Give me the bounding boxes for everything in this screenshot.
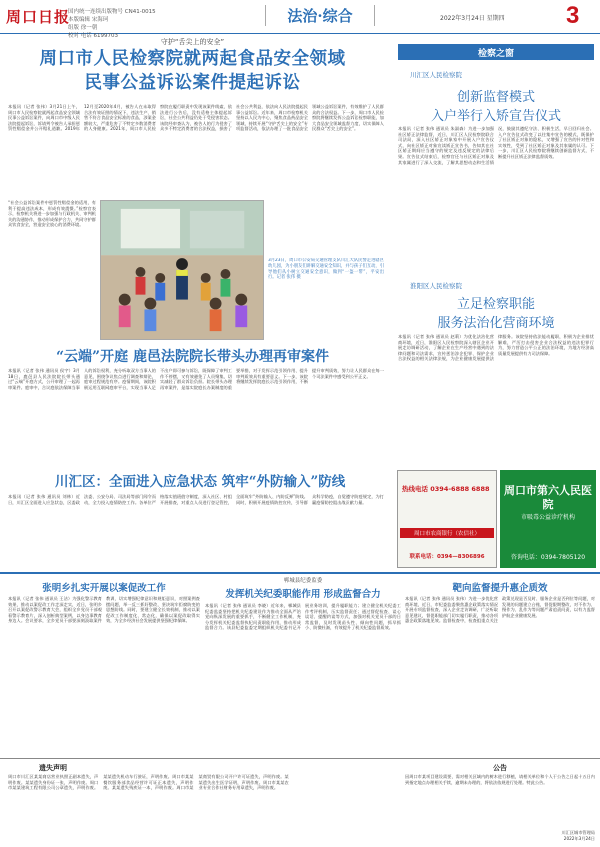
hospital-ad-name: 周口市第六人民医院 bbox=[504, 484, 592, 511]
public-notice-body: 因周口市某项目建设需要，需对相关区域内的树木进行移植，请相关单位和个人于公告之日起十五日内到指定地点办理相关手续，逾期未办理的，将依法依规进行处理。特此公告。 bbox=[405, 774, 595, 785]
photo-caption: 3月23日，周口市公安局交通管理支队川汇大队民警走进辖区幼儿园，为小朋友们讲解交通安全知识，并与孩子们互动，引导他们从小树立交通安全意识，做到“一盔一带”，平安出行。记者 张伟 摄 bbox=[268, 258, 384, 281]
story1-kicker: 川汇区人民检察院 bbox=[410, 71, 462, 79]
hospital-ad-subtitle: 市吸毒公益诊疗机构 bbox=[520, 514, 575, 521]
story2-headline-line2: 服务法治化营商环境 bbox=[437, 316, 555, 331]
story2-headline-line1: 立足检察职能 bbox=[456, 297, 535, 312]
bank-ad-name: 周口市农商银行（农信社） bbox=[400, 528, 494, 538]
story2-kicker: 淮阳区人民检察院 bbox=[410, 282, 462, 290]
public-notice-date: 2022年3月24日 bbox=[563, 836, 595, 841]
epidemic-headline: 川汇区：全面进入应急状态 筑牢“外防输入”防线 bbox=[55, 474, 346, 490]
lead-article-body: 本报讯（记者 张伟）3月21日上午，周口市人民检察院就两起食品安全领域民事公益诉讼案件，向周口市中级人民法院提起诉讼，诉请判令被告人承担惩罚性赔偿金并公开赔礼道歉。2019年12月至2020年4月，被告人在未取得合法有效证照的情况下，违法生产、销售不符合食品安全标准的食品，涉案金额较大，严重危害了不特定多数消费者的人身健康。2021年，周口市人民检察院在履行职责中发现该案件线索，依法进行公告后，没有适格主体提起诉讼，社会公共利益仍处于受侵害状态。该院经审查认为，被告人的行为侵害了众多不特定消费者的合法权益，损害了社会公共利益，依法向人民法院提起民事公益诉讼。近年来，周口市检察机关坚持以人民为中心，聚焦食品药品安全领域，持续开展“守护舌尖上的安全”专项监督活动，依法办理了一批食品安全领域公益诉讼案件，有效维护了人民群众的合法权益。下一步，周口市人民检察院将继续发挥公益诉讼检察职能，加大食品安全领域监督力度，切实保障人民群众“舌尖上的安全”。 bbox=[8, 104, 384, 132]
paper-name: 周口日报 bbox=[6, 8, 71, 26]
epidemic-body: 本报讯（记者 张伟 通讯员 刘林）近日，川汇区全面进入应急状态，区委政法委、公安分局、司法局等部门闻令而动，全力投入疫情防控工作。各单位严格落实值班值守制度，深入社区、村组开展排查，对重点人员进行登记管控，全面筑牢“外防输入、内防反弹”防线。同时，积极开展疫情防控宣传，引导群众科学防疫，自觉遵守防疫规定，为打赢疫情防控阻击战贡献力量。 bbox=[8, 494, 384, 505]
section-name: 法治·综合 bbox=[265, 5, 375, 26]
cloud-court-body: 本报讯（记者 张伟 通讯员 侯宇）3月18日，鹿邑县人民法院院长带头通过“云端”开庭方式，公开审理了一起再审案件。庭审中，合议庭依法保障当事人的诉讼权利，充分听取双方当事人的意见，围绕争议焦点进行调查和辩论，庭审过程规范有序。疫情期间，该院积极运用互联网庭审平台，实现当事人足不出户即可参与诉讼，既保障了审判工作不停摆，又有效避免了人员聚集，切实减轻了群众诉讼负担。院长带头办理再审案件，是落实院庭长办案制度的重要举措，对于发挥示范引领作用、提升审判质效具有重要意义。下一步，该院将继续发挥院庭长示范引领作用，不断提升审判质效，努力让人民群众在每一个司法案件中感受到公平正义。 bbox=[8, 368, 384, 390]
bank-ad-phone: 联系电话：0394—8306896 bbox=[409, 554, 485, 560]
bank-ad-hotline: 热线电话 0394-6888 6888 bbox=[402, 485, 490, 493]
article2-kicker: 郸城县纪委监委 bbox=[283, 578, 323, 584]
story1-headline-line1: 创新监督模式 bbox=[456, 90, 535, 105]
lead-headline-line1: 周口市人民检察院就两起食品安全领域 bbox=[39, 49, 346, 69]
masthead-meta-line: 组版 徐一朝 bbox=[68, 25, 98, 31]
article3-body: 本报讯（记者 张伟 通讯员 张伟）为进一步优化营商环境，近日，市纪委监委聚焦惠企政策落实情况开展专项监督检查，深入企业走访调研，广泛听取意见建议，督促职能部门切实履行职责，推动各项惠企政策落地见效。监督检查中，检查组重点关注政策兑现是否及时、服务企业是否到位等问题，对发现的问题建立台账，督促限期整改，对不作为、慢作为、乱作为等问题严肃追责问责，以有力监督护航企业健康发展。 bbox=[405, 596, 595, 624]
news-photo-image bbox=[101, 201, 263, 339]
lead-article-body-continued: “社会公益诉讼案件中惩罚性赔偿金的适用，有利于提高违法成本，形成有效震慑。”检察官表示，检察机关将进一步加强与行政机关、审判机关的沟通协作，推动形成保护合力，共同守护群众饮食安全，营造安全放心的消费环境。 bbox=[8, 200, 96, 228]
page-number: 3 bbox=[566, 2, 580, 29]
hospital-ad-phone: 咨询电话：0394-7805120 bbox=[510, 554, 586, 561]
masthead-meta-line: 本版编辑 宋海珂 bbox=[68, 17, 109, 23]
public-notice-title: 公告 bbox=[493, 764, 507, 772]
masthead-meta bbox=[68, 8, 156, 40]
masthead-meta-line: 校对 电话 6199703 bbox=[68, 33, 118, 39]
article1-headline: 张明乡扎实开展以案促改工作 bbox=[42, 583, 166, 594]
article2-headline: 发挥机关纪委职能作用 形成监督合力 bbox=[225, 589, 381, 600]
lost-notices-body: 周口市川汇区某某商店营业执照正副本遗失，声明作废。某某遗失身份证一张，声明作废。周口市某某建筑工程有限公司公章遗失，声明作废。某某遗失机动车行驶证，声明作废。周口市某某餐饮服务部食品经营许可证正本遗失，声明作废。某某遗失残疾证一本，声明作废。周口市某某商贸有限公司开户许可证遗失，声明作废。某某遗失出生医学证明，声明作废。周口市某某农业专业合作社财务专用章遗失，声明作废。 bbox=[8, 774, 289, 791]
notices-divider bbox=[0, 758, 600, 759]
article2-body: 本报讯（记者 张伟 通讯员 李晓）近年来，郸城县纪委监委坚持把机关纪委建设作为推动全面从严治党向纵深发展的重要抓手，不断健全工作机制，充分发挥机关纪委监督执纪问责职能作用，推动形成监督合力。该县纪委监委定期组织机关纪委书记开展业务培训，提升履职能力；建立健全机关纪委工作考评机制，压实监督责任；通过督促检查、谈心谈话、提醒约谈等方式，加强对机关党员干部的日常监督，及时发现苗头性、倾向性问题，抓早抓小、防微杜渐，有效提升了机关纪委监督质效。 bbox=[205, 603, 401, 631]
article1-body: 本报讯（记者 张伟 通讯员 王洁）为强化警示教育效果，推动以案促改工作走深走实，近日，张明乡召开以案促改警示教育大会，组织全乡党员干部观看警示教育片，深入剖析典型案例，以身边事教育身边人。会议要求，全乡党员干部要深刻汲取案件教训，切实增强纪律意识和规矩意识，对照案例查摆问题，举一反三抓好整改，坚决筑牢拒腐防变的思想防线。同时，要建立健全长效机制，推动以案促改工作制度化、常态化，确保以案促改取得实效，为全乡经济社会发展提供坚强纪律保障。 bbox=[8, 596, 200, 624]
issue-date: 2022年3月24日 星期四 bbox=[440, 15, 505, 22]
news-photo bbox=[100, 200, 264, 340]
public-notice-signature: 川汇区城市管理局 bbox=[561, 830, 595, 835]
masthead-meta-line: 国内统一连续出版物号 CN41-0015 bbox=[68, 9, 156, 15]
article3-headline: 靶向监督提升惠企质效 bbox=[452, 583, 548, 594]
cloud-court-headline: “云端”开庭 鹿邑法院院长带头办理再审案件 bbox=[56, 349, 329, 365]
story1-body: 本报讯（记者 张伟 通讯员 朱淑森）为进一步加强社区矫正法律监督，近日，川汇区人民检察院联合司法局，深入社区矫正对象家中开展入户宣告仪式，向社区矫正对象宣读矫正宣告书，告知其在社区矫正期间应当遵守的规定及违反规定的法律后果。宣告仪式结束后，检察官还与社区矫正对象及其家属进行了深入交流，了解其思想动态和生活情况，鼓励其遵纪守法、积极生活，早日回归社会。入户宣告仪式改变了以往集中宣告的模式，既保护了社区矫正对象的隐私，又增强了宣告的针对性和实效性，受到了社区矫正对象及其家属的认可。下一步，川汇区人民检察院将继续创新监督方式，不断提升社区矫正法律监督质效。 bbox=[398, 126, 594, 165]
procuratorate-window-title: 检察之窗 bbox=[477, 49, 514, 59]
lead-headline-line2: 民事公益诉讼案件提起诉讼 bbox=[84, 73, 301, 93]
lost-notices-title: 遗失声明 bbox=[39, 764, 67, 772]
story1-headline-line2: 入户举行入矫宣告仪式 bbox=[430, 109, 561, 124]
lead-kicker: 守护“舌尖上的安全” bbox=[160, 38, 225, 46]
story2-body: 本报讯（记者 张伟 通讯员 赵莉）为优化法治化营商环境，近日，淮阳区人民检察院深入辖区企业开展走访调研活动，了解企业在生产经营中遇到的法律问题和司法需求，宣传惩治涉企犯罪、保护企业合法权益的相关法律法规，为企业健康发展提供法律服务。该院坚持依法能动履职，积极为企业排忧解难，严厉打击侵害企业合法权益的违法犯罪行为，努力营造公平公正的法治环境，为地方经济高质量发展提供有力司法保障。 bbox=[398, 334, 594, 362]
section-divider bbox=[0, 572, 600, 574]
